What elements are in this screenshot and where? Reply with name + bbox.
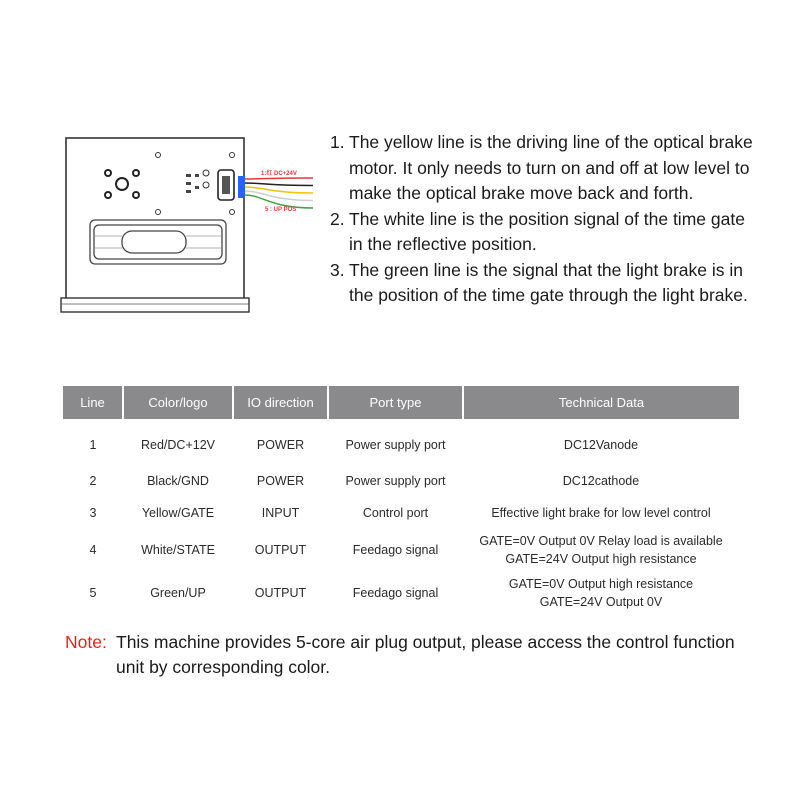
note-text: The white line is the position signal of the time gate in the reflective position. [349,208,745,254]
cell-io: POWER [256,474,305,488]
cell-tech [463,571,739,615]
table-row [63,497,739,529]
header-color: Color/logo [123,386,233,419]
cell-color: Black/GND [147,474,209,488]
cell-tech-line: GATE=24V Output 0V [539,595,663,609]
header-io-direction: IO direction [233,386,328,419]
base-plate [61,298,249,312]
cell-io: OUTPUT [254,586,307,600]
cell-tech [463,419,739,465]
note-text: The yellow line is the driving line of the optical brake motor. It only needs to turn on and off at low level to make the optical brake move back and forth. [349,132,753,203]
table-row [63,465,739,497]
cell-port: Power supply port [345,474,446,488]
table-row [63,571,739,615]
cell-port: Feedago signal [352,543,439,557]
cell-port: Control port [362,506,429,520]
note-number: 1. [330,132,345,152]
header-port-type: Port type [328,386,463,419]
connector-pins [222,176,230,194]
note-number: 2. [330,208,345,229]
cable-plug [238,176,245,198]
cell-tech [463,465,739,497]
cell-tech-line: Effective light brake for low level control [491,506,711,520]
wire-2 [245,183,313,186]
wire-1 [245,178,313,179]
wire-label-line1: 1:红 DC+24V [261,171,297,177]
cell-line: 3 [89,506,97,520]
cell-line: 1 [89,438,97,452]
note-text: This machine provides 5-core air plug output, please access the control function unit by corresponding color. [116,632,735,677]
cell-port: Power supply port [345,438,446,452]
note-item [330,207,760,258]
footer-note [65,630,755,680]
cell-line: 4 [89,543,97,557]
cell-tech [463,497,739,529]
note-number: 3. [330,259,345,280]
note-label: Note: [65,632,107,652]
cell-io: OUTPUT [254,543,307,557]
cell-io: INPUT [261,506,300,520]
cell-port: Feedago signal [352,586,439,600]
cell-tech [463,529,739,571]
cell-tech-line: GATE=24V Output high resistance [505,552,697,566]
cell-color: Yellow/GATE [141,506,215,520]
note-text: The green line is the signal that the light brake is in the position of the time gate through the light brake. [349,259,748,305]
cell-tech-line: DC12Vanode [563,438,639,452]
housing-outline [66,138,244,300]
cell-color: Red/DC+12V [141,438,215,452]
header-technical-data: Technical Data [463,386,739,419]
table-row [63,419,739,465]
cell-color: Green/UP [150,586,206,600]
cell-io: POWER [256,438,305,452]
table-row [63,529,739,571]
cell-tech-line: DC12cathode [562,474,640,488]
device-diagram [58,128,328,324]
cell-line: 2 [89,474,97,488]
header-line: Line [63,386,123,419]
cell-tech-line: GATE=0V Output high resistance [508,577,694,591]
cell-tech-line: GATE=0V Output 0V Relay load is available [479,534,723,548]
table-header-row [63,386,739,419]
note-item [330,130,760,207]
notes-list [330,130,760,309]
cell-line: 5 [89,586,97,600]
wire-bundle [245,178,313,208]
wiring-spec-table [63,386,739,615]
cell-color: White/STATE [141,543,215,557]
wire-label-line5: 5 : UP POS [265,207,297,213]
note-item [330,258,760,309]
